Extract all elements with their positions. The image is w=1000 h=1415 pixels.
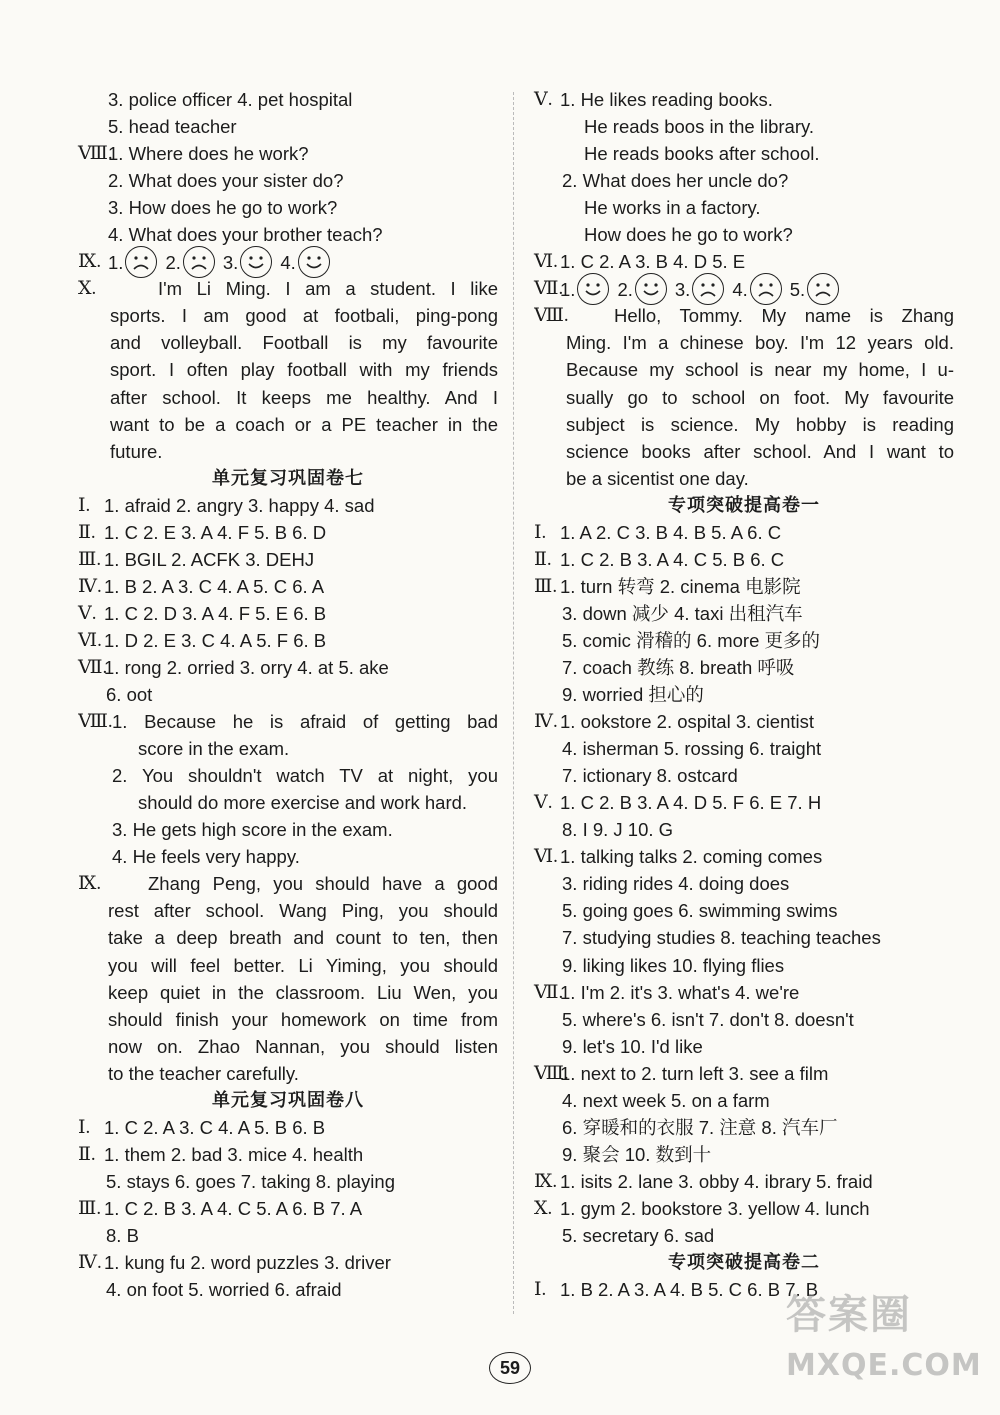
roman-numeral: Ⅳ. xyxy=(78,1252,102,1274)
answer-line xyxy=(534,1060,954,1087)
answer-line xyxy=(534,411,954,438)
roman-numeral: Ⅰ. xyxy=(534,521,547,543)
answer-line xyxy=(78,384,498,411)
answer-line xyxy=(534,1141,954,1168)
item-number: 2. xyxy=(617,279,633,301)
answer-text: Zhang Peng, you should have a good xyxy=(148,873,498,895)
answer-text: 8. I 9. J 10. G xyxy=(562,819,674,841)
roman-numeral: Ⅷ. xyxy=(78,143,113,165)
answer-line xyxy=(534,870,954,897)
answer-text: 4. isherman 5. rossing 6. traight xyxy=(562,738,822,760)
left-answer-column xyxy=(78,86,498,1303)
answer-text: 1. B 2. A 3. A 4. B 5. C 6. B 7. B xyxy=(560,1279,819,1301)
roman-numeral: Ⅳ. xyxy=(78,575,102,597)
answer-text: after school. It keeps me healthy. And I xyxy=(110,386,498,408)
answer-line xyxy=(534,627,954,654)
answer-text: 3. riding rides 4. doing does xyxy=(562,873,790,895)
answer-line xyxy=(78,329,498,356)
roman-numeral: Ⅰ. xyxy=(78,494,91,516)
answer-line xyxy=(534,167,954,194)
answer-text: He works in a factory. xyxy=(584,197,761,219)
answer-line xyxy=(534,600,954,627)
answer-text: 5. where's 6. isn't 7. don't 8. doesn't xyxy=(562,1008,854,1030)
sad-face-icon xyxy=(692,273,724,305)
answer-line xyxy=(534,356,954,383)
answer-line xyxy=(534,924,954,951)
roman-numeral: Ⅶ. xyxy=(534,981,564,1003)
answer-text: subject is science. My hobby is reading xyxy=(566,413,954,435)
answer-text: 1. C 2. D 3. A 4. F 5. E 6. B xyxy=(104,602,327,624)
answer-line xyxy=(78,113,498,140)
answer-line xyxy=(78,843,498,870)
answer-line xyxy=(78,275,498,302)
answer-text: 9. liking likes 10. flying flies xyxy=(562,954,785,976)
section-heading: 专项突破提高卷一 xyxy=(668,494,820,516)
answer-line xyxy=(534,979,954,1006)
section-heading: 单元复习巩固卷八 xyxy=(212,1089,364,1111)
answer-line xyxy=(534,221,954,248)
item-number: 2. xyxy=(165,252,181,274)
answer-line xyxy=(78,140,498,167)
answer-text: 9. let's 10. I'd like xyxy=(562,1035,703,1057)
answer-text: 1. kung fu 2. word puzzles 3. driver xyxy=(104,1252,391,1274)
answer-line xyxy=(534,654,954,681)
answer-text: 5. comic 滑稽的 6. more 更多的 xyxy=(562,629,821,651)
answer-line xyxy=(534,952,954,979)
answer-text: future. xyxy=(110,440,163,462)
answer-text: 1. C 2. B 3. A 4. D 5. F 6. E 7. H xyxy=(560,792,822,814)
roman-numeral: Ⅸ. xyxy=(534,1170,558,1192)
item-number: 5. xyxy=(789,279,806,301)
answer-line xyxy=(78,546,498,573)
answer-line xyxy=(534,1087,954,1114)
right-answer-column xyxy=(534,86,954,1303)
answer-text: 4. What does your brother teach? xyxy=(108,224,383,246)
roman-numeral: Ⅴ. xyxy=(534,792,553,814)
roman-numeral: Ⅷ. xyxy=(78,711,113,733)
answer-text: 9. worried 担心的 xyxy=(562,684,704,706)
answer-line xyxy=(78,248,498,275)
item-number: 1. xyxy=(108,252,124,274)
answer-text: 5. going goes 6. swimming swims xyxy=(562,900,838,922)
answer-text: 7. studying studies 8. teaching teaches xyxy=(562,927,881,949)
answer-text: 3. down 减少 4. taxi 出租汽车 xyxy=(562,602,803,624)
answer-text: 5. head teacher xyxy=(108,116,237,138)
item-number: 4. xyxy=(280,252,296,274)
answer-text: 1. He likes reading books. xyxy=(560,89,773,110)
roman-numeral: Ⅶ. xyxy=(534,278,564,300)
answer-line xyxy=(534,1222,954,1249)
answer-text: 1. next to 2. turn left 3. see a film xyxy=(560,1062,829,1084)
answer-line xyxy=(534,762,954,789)
answer-text: sport. I often play football with my friends xyxy=(110,359,498,381)
answer-text: 2. You shouldn't watch TV at night, you xyxy=(112,765,498,787)
answer-line xyxy=(78,1195,498,1222)
answer-line xyxy=(534,248,954,275)
roman-numeral: Ⅰ. xyxy=(78,1116,91,1138)
answer-line xyxy=(78,411,498,438)
answer-line xyxy=(78,924,498,951)
answer-text: 1. C 2. E 3. A 4. F 5. B 6. D xyxy=(104,521,327,543)
answer-line xyxy=(534,1168,954,1195)
answer-text: 1. talking talks 2. coming comes xyxy=(560,846,823,868)
roman-numeral: Ⅵ. xyxy=(78,629,102,651)
answer-text: 6. oot xyxy=(106,684,153,706)
answer-text: 1. rong 2. orried 3. orry 4. at 5. ake xyxy=(104,656,389,678)
answer-line xyxy=(78,519,498,546)
answer-text: Hello, Tommy. My name is Zhang xyxy=(614,305,954,327)
answer-text: take a deep breath and count to ten, then xyxy=(108,927,498,949)
answer-text: I'm Li Ming. I am a student. I like xyxy=(158,278,498,300)
answer-text: 1. C 2. A 3. B 4. D 5. E xyxy=(560,251,746,273)
answer-line xyxy=(78,789,498,816)
answer-line xyxy=(534,194,954,221)
answer-text: 1. C 2. B 3. A 4. C 5. A 6. B 7. A xyxy=(104,1197,363,1219)
answer-text: 6. 穿暖和的衣服 7. 注意 8. 汽车厂 xyxy=(562,1116,838,1138)
section-heading: 单元复习巩固卷七 xyxy=(212,467,364,489)
answer-line xyxy=(78,735,498,762)
answer-text: sually go to school on foot. My favourite xyxy=(566,386,954,408)
answer-text: 1. Because he is afraid of getting bad xyxy=(112,711,498,733)
answer-text: 4. on foot 5. worried 6. afraid xyxy=(106,1279,342,1301)
roman-numeral: Ⅶ. xyxy=(78,656,108,678)
answer-text: score in the exam. xyxy=(138,738,290,760)
roman-numeral: Ⅲ. xyxy=(78,548,102,570)
answer-text: 2. What does her uncle do? xyxy=(562,170,789,192)
answer-line xyxy=(78,221,498,248)
answer-text: should finish your homework on time from xyxy=(108,1008,498,1030)
answer-text: 9. 聚会 10. 数到十 xyxy=(562,1143,712,1165)
answer-text: Ming. I'm a chinese boy. I'm 12 years old. xyxy=(566,332,954,354)
answer-line xyxy=(534,681,954,708)
answer-line xyxy=(78,870,498,897)
answer-line xyxy=(534,1006,954,1033)
answer-text: 2. What does your sister do? xyxy=(108,170,344,192)
answer-text: 5. stays 6. goes 7. taking 8. playing xyxy=(106,1170,395,1192)
roman-numeral: Ⅰ. xyxy=(534,1279,547,1301)
answer-line xyxy=(534,302,954,329)
answer-text: 1. isits 2. lane 3. obby 4. ibrary 5. fraid xyxy=(560,1170,873,1192)
answer-text: to the teacher carefully. xyxy=(108,1062,299,1084)
answer-line xyxy=(78,1276,498,1303)
answer-line xyxy=(78,627,498,654)
smiling-face-icon xyxy=(298,246,330,278)
answer-text: 3. police officer 4. pet hospital xyxy=(108,89,353,110)
roman-numeral: Ⅷ. xyxy=(534,305,569,327)
roman-numeral: Ⅹ. xyxy=(534,1197,553,1219)
answer-line xyxy=(534,843,954,870)
answer-text: 8. B xyxy=(106,1224,139,1246)
roman-numeral: Ⅴ. xyxy=(534,89,553,110)
item-number: 3. xyxy=(674,279,691,301)
answer-text: 1. B 2. A 3. C 4. A 5. C 6. A xyxy=(104,575,325,597)
column-divider xyxy=(513,92,514,1314)
answer-line xyxy=(534,275,954,302)
answer-text: be a sicentist one day. xyxy=(566,467,749,489)
roman-numeral: Ⅹ. xyxy=(78,278,97,300)
smiling-face-icon xyxy=(577,273,609,305)
watermark-logo-bottom: MXQE.COM xyxy=(786,1348,982,1383)
answer-line xyxy=(78,600,498,627)
answer-line xyxy=(534,897,954,924)
item-number: 4. xyxy=(732,279,748,301)
answer-text: you will feel better. Li Yiming, you should xyxy=(108,954,498,976)
answer-text: 1. them 2. bad 3. mice 4. health xyxy=(104,1143,364,1165)
answer-line xyxy=(534,384,954,411)
answer-line xyxy=(534,438,954,465)
answer-line xyxy=(534,708,954,735)
answer-line xyxy=(534,519,954,546)
answer-line xyxy=(534,329,954,356)
roman-numeral: Ⅱ. xyxy=(78,1143,96,1165)
answer-text: 5. secretary 6. sad xyxy=(562,1224,715,1246)
answer-line xyxy=(78,1033,498,1060)
answer-line xyxy=(534,86,954,113)
answer-line xyxy=(78,897,498,924)
smiling-face-icon xyxy=(635,273,667,305)
sad-face-icon xyxy=(125,246,157,278)
answer-text: now on. Zhao Nannan, you should listen xyxy=(108,1035,498,1057)
answer-text: 1. turn 转弯 2. cinema 电影院 xyxy=(560,575,801,597)
answer-line xyxy=(78,86,498,113)
page-number: 59 xyxy=(489,1352,531,1384)
smiling-face-icon xyxy=(240,246,272,278)
answer-line xyxy=(78,1114,498,1141)
answer-line xyxy=(78,1249,498,1276)
answer-line xyxy=(78,952,498,979)
answer-line xyxy=(78,708,498,735)
answer-line xyxy=(78,302,498,329)
answer-line xyxy=(534,573,954,600)
answer-line xyxy=(78,1141,498,1168)
roman-numeral: Ⅴ. xyxy=(78,602,97,624)
answer-text: rest after school. Wang Ping, you should xyxy=(108,900,498,922)
sad-face-icon xyxy=(183,246,215,278)
answer-text: 1. ookstore 2. ospital 3. cientist xyxy=(560,711,814,733)
answer-text: 7. ictionary 8. ostcard xyxy=(562,765,738,787)
answer-text: 4. next week 5. on a farm xyxy=(562,1089,770,1111)
answer-line xyxy=(78,573,498,600)
answer-line xyxy=(78,1006,498,1033)
roman-numeral: Ⅵ. xyxy=(534,846,558,868)
answer-line xyxy=(534,140,954,167)
roman-numeral: Ⅷ. xyxy=(534,1062,569,1084)
answer-text: How does he go to work? xyxy=(584,224,793,246)
answer-text: 1. C 2. B 3. A 4. C 5. B 6. C xyxy=(560,548,785,570)
answer-line xyxy=(534,789,954,816)
answer-text: 1. I'm 2. it's 3. what's 4. we're xyxy=(560,981,800,1003)
answer-line xyxy=(78,762,498,789)
answer-line xyxy=(78,654,498,681)
roman-numeral: Ⅱ. xyxy=(78,521,96,543)
answer-text: 1. D 2. E 3. C 4. A 5. F 6. B xyxy=(104,629,327,651)
answer-text: 4. He feels very happy. xyxy=(112,846,300,868)
answer-text: should do more exercise and work hard. xyxy=(138,792,468,814)
watermark-logo xyxy=(786,1283,986,1403)
roman-numeral: Ⅲ. xyxy=(534,575,558,597)
answer-line xyxy=(78,194,498,221)
answer-text: keep quiet in the classroom. Liu Wen, you xyxy=(108,981,498,1003)
item-number: 1. xyxy=(560,279,576,301)
answer-text: 1. gym 2. bookstore 3. yellow 4. lunch xyxy=(560,1197,870,1219)
answer-text: 3. He gets high score in the exam. xyxy=(112,819,393,841)
answer-text: and volleyball. Football is my favourite xyxy=(110,332,498,354)
roman-numeral: Ⅲ. xyxy=(78,1197,102,1219)
answer-text: sports. I am good at footbali, ping-pong xyxy=(110,305,498,327)
answer-line xyxy=(534,1114,954,1141)
answer-text: 1. A 2. C 3. B 4. B 5. A 6. C xyxy=(560,521,782,543)
answer-line xyxy=(534,546,954,573)
answer-text: 1. BGIL 2. ACFK 3. DEHJ xyxy=(104,548,315,570)
answer-line xyxy=(78,356,498,383)
answer-text: want to be a coach or a PE teacher in the xyxy=(110,413,498,435)
roman-numeral: Ⅳ. xyxy=(534,711,558,733)
answer-line xyxy=(78,979,498,1006)
section-heading: 专项突破提高卷二 xyxy=(668,1252,820,1274)
answer-text: 1. Where does he work? xyxy=(108,143,309,165)
sad-face-icon xyxy=(807,273,839,305)
answer-line xyxy=(78,438,498,465)
answer-line xyxy=(78,1222,498,1249)
answer-text: 3. How does he go to work? xyxy=(108,197,338,219)
answer-line xyxy=(78,167,498,194)
answer-line xyxy=(534,1195,954,1222)
roman-numeral: Ⅸ. xyxy=(78,251,102,273)
answer-text: 1. afraid 2. angry 3. happy 4. sad xyxy=(104,494,375,516)
answer-line xyxy=(534,816,954,843)
answer-line xyxy=(534,1033,954,1060)
answer-text: 7. coach 教练 8. breath 呼吸 xyxy=(562,656,795,678)
answer-text: He reads books after school. xyxy=(584,143,820,165)
answer-line xyxy=(78,681,498,708)
answer-text: science books after school. And I want to xyxy=(566,440,954,462)
sad-face-icon xyxy=(750,273,782,305)
roman-numeral: Ⅵ. xyxy=(534,251,558,273)
answer-text: He reads boos in the library. xyxy=(584,116,814,138)
answer-text: Because my school is near my home, I u- xyxy=(566,359,954,381)
answer-line xyxy=(78,1168,498,1195)
answer-line xyxy=(534,113,954,140)
answer-line xyxy=(534,465,954,492)
roman-numeral: Ⅸ. xyxy=(78,873,102,895)
roman-numeral: Ⅱ. xyxy=(534,548,552,570)
answer-line xyxy=(534,735,954,762)
watermark-logo-top: 答案圈 xyxy=(786,1292,912,1338)
answer-line xyxy=(78,1060,498,1087)
item-number: 3. xyxy=(222,252,239,274)
answer-line xyxy=(78,816,498,843)
answer-line xyxy=(78,492,498,519)
answer-text: 1. C 2. A 3. C 4. A 5. B 6. B xyxy=(104,1116,326,1138)
